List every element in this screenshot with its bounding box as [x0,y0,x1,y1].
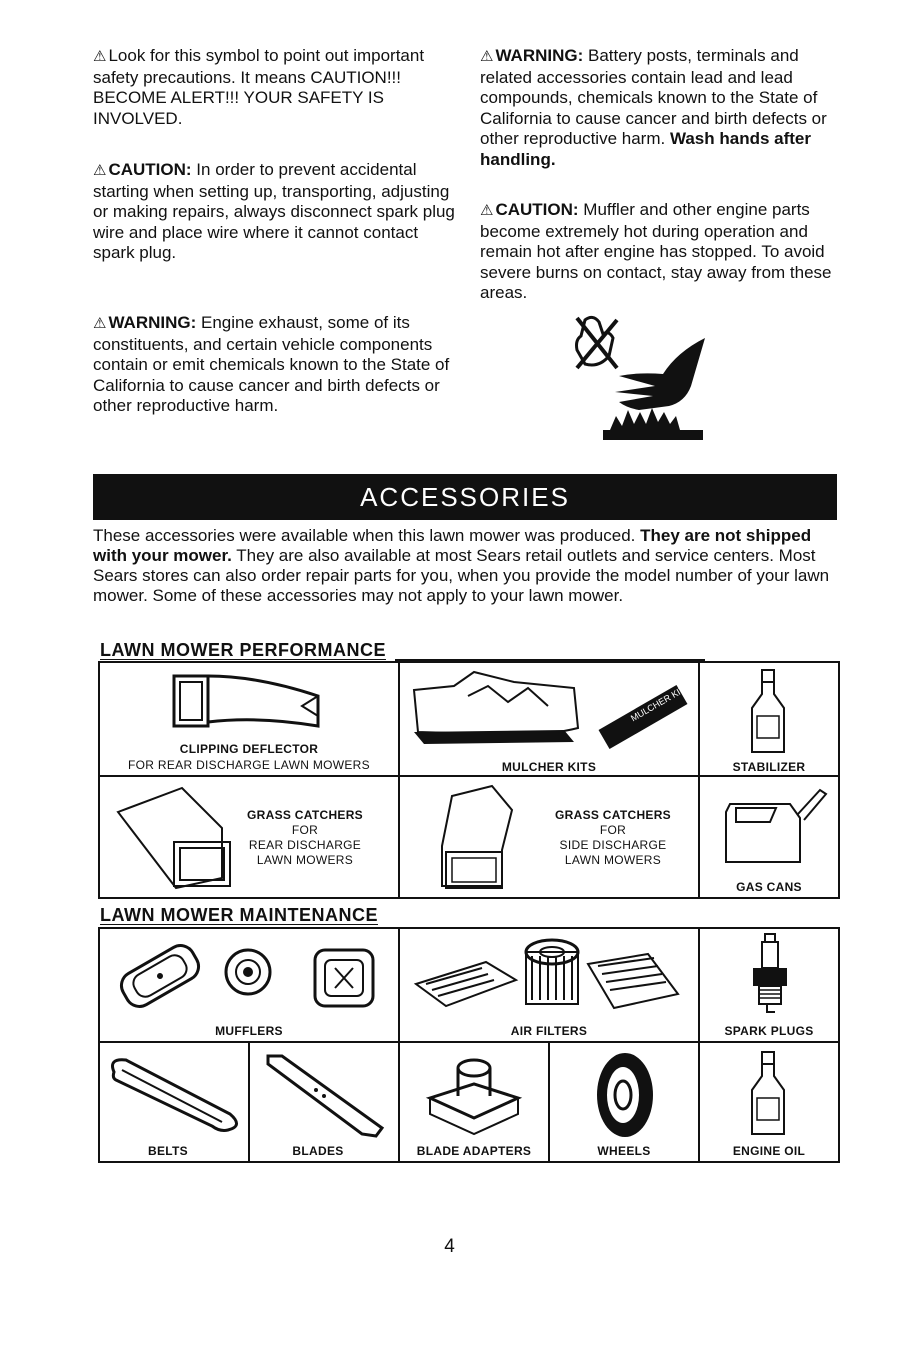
performance-title: LAWN MOWER PERFORMANCE [100,640,386,660]
blade-adapters-label: BLADE ADAPTERS [416,1144,532,1158]
muffler-icon [110,936,390,1016]
air-filters-label: AIR FILTERS [510,1024,588,1038]
maintenance-title: LAWN MOWER MAINTENANCE [100,905,378,925]
grass-catcher-rear-label: GRASS CATCHERS FOR REAR DISCHARGE LAWN MOWERS [247,808,363,867]
wheels-label: WHEELS [597,1144,651,1158]
warning-triangle-icon: ⚠ [93,48,107,65]
clipping-deflector-icon [168,668,328,738]
grass-catcher-side-icon [432,782,522,892]
warning-triangle-icon: ⚠ [93,315,107,332]
belt-icon [104,1050,246,1140]
warning-triangle-icon: ⚠ [93,162,107,179]
warning-exhaust: ⚠ WARNING: Engine exhaust, some of its constituents, and certain vehicle components contain or emit chemicals known to the State of California to cause cancer and birth defects or other reproductive harm. [93,313,450,415]
spark-plug-icon [745,932,795,1018]
spark-plugs-label: SPARK PLUGS [724,1024,814,1038]
blades-label: BLADES [292,1144,344,1158]
page-number: 4 [444,1236,455,1257]
grass-catcher-rear-icon [112,782,242,892]
mulcher-box-text: MULCHER KIT [628,684,687,724]
stabilizer-bottle-icon [748,668,788,758]
grass-catcher-side-label: GRASS CATCHERS FOR SIDE DISCHARGE LAWN MOWERS [555,808,671,867]
blade-adapter-icon [424,1052,524,1140]
mulcher-kits-label: MULCHER KITS [501,760,597,774]
belts-label: BELTS [148,1144,188,1158]
engine-oil-bottle-icon [748,1050,788,1140]
warning-triangle-icon: ⚠ [480,48,494,65]
caution-disconnect: ⚠ CAUTION: In order to prevent accidental starting when setting up, transporting, adjusting or making repairs, always disconnect spark plug wire and place wire where it cannot contact spark plug. [93,160,455,262]
clipping-deflector-sublabel: FOR REAR DISCHARGE LAWN MOWERS [128,758,370,772]
engine-oil-label: ENGINE OIL [732,1144,806,1158]
air-filter-icon [412,934,692,1018]
stabilizer-label: STABILIZER [732,760,806,774]
gas-cans-label: GAS CANS [736,880,802,894]
warning-battery: ⚠ WARNING: Battery posts, terminals and related accessories contain lead and lead compounds, chemicals known to the State of California to cause cancer and birth defects or other reproductive harm. Wash hands after handling. [480,46,827,169]
symbol-note: ⚠ Look for this symbol to point out important safety precautions. It means CAUTION!!! BECOME ALERT!!! YOUR SAFETY IS INVOLVED. [93,46,425,128]
wheel-icon [585,1048,665,1142]
mulcher-kit-icon [408,666,688,752]
blade-icon [258,1050,390,1140]
gas-can-icon [720,784,830,868]
accessories-intro: These accessories were available when this lawn mower was produced. They are not shipped with your mower. They are also available at most Sears retail outlets and service centers. Most Sears stores can also order repair parts for you, when you provide the model number of your lawn mower. Some of these accessories may not apply to your lawn mower. [93,526,830,605]
caution-hot-parts: ⚠ CAUTION: Muffler and other engine parts become extremely hot during operation and remain hot after engine has stopped. To avoid severe burns on contact, stay away from these areas. [480,200,832,302]
clipping-deflector-label: CLIPPING DEFLECTOR [179,742,319,756]
accessories-heading: ACCESSORIES [93,474,837,520]
mufflers-label: MUFFLERS [215,1024,283,1038]
warning-triangle-icon: ⚠ [480,202,494,219]
hot-surface-icon [555,310,715,445]
